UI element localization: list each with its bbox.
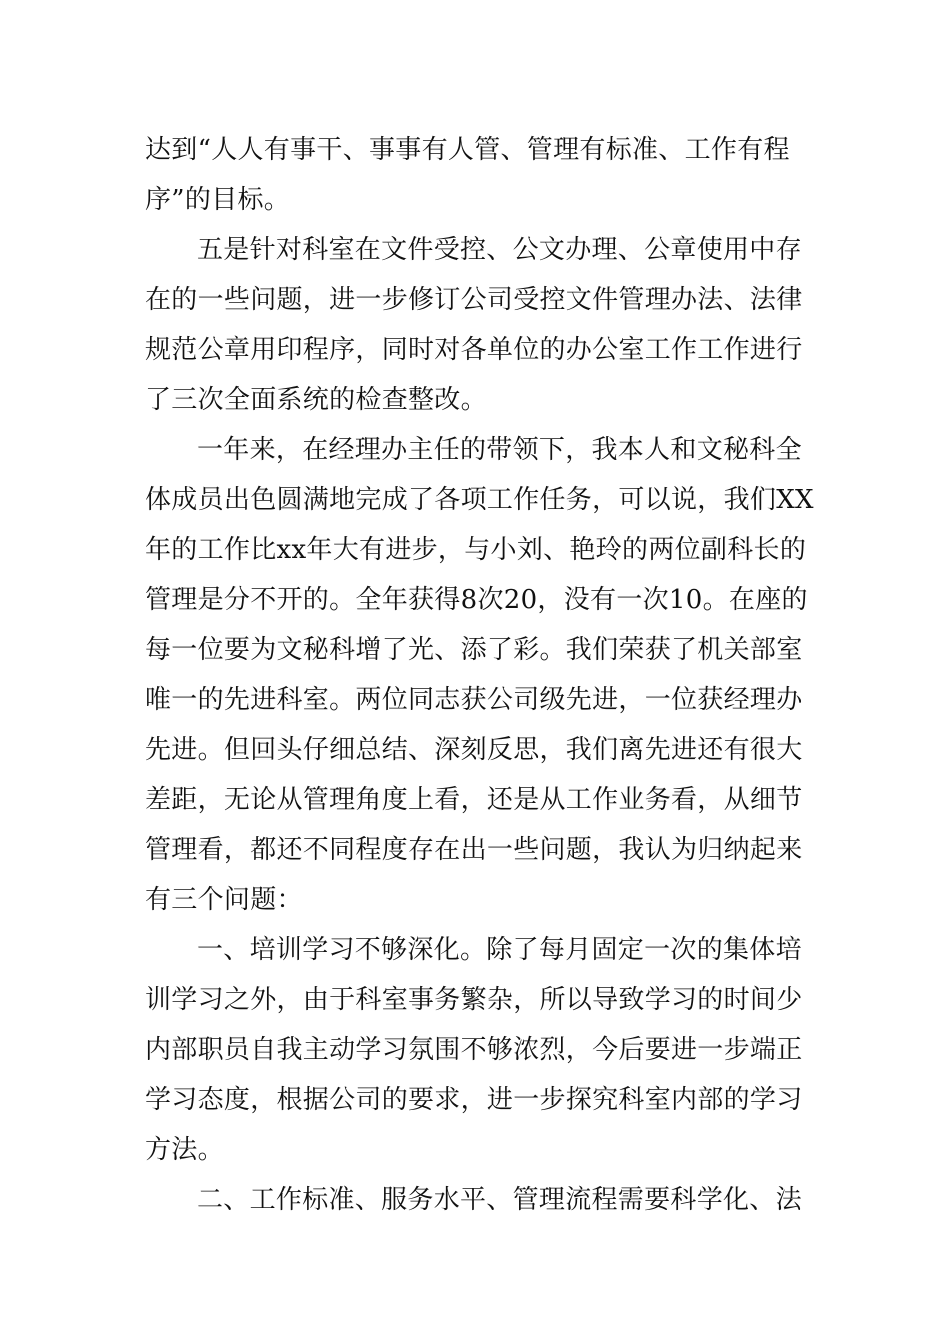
text-line: 管理看，都还不同程度存在出一些问题，我认为归纳起来 (145, 835, 803, 865)
text-line: 序”的目标。 (145, 185, 291, 215)
text-line: 学习态度，根据公司的要求，进一步探究科室内部的学习 (145, 1085, 803, 1115)
paragraph-start-line: 五是针对科室在文件受控、公文办理、公章使用中存 (197, 235, 802, 265)
text-line: 唯一的先进科室。两位同志获公司级先进，一位获经理办 (145, 685, 803, 715)
text-line: 差距，无论从管理角度上看，还是从工作业务看，从细节 (145, 785, 803, 815)
paragraph-start-line: 一、培训学习不够深化。除了每月固定一次的集体培 (197, 935, 802, 965)
paragraph-start-line: 一年来，在经理办主任的带领下，我本人和文秘科全 (197, 435, 802, 465)
text-line: 规范公章用印程序，同时对各单位的办公室工作工作进行 (145, 335, 803, 365)
text-line: 有三个问题： (145, 885, 303, 915)
paragraph-start-line: 二、工作标准、服务水平、管理流程需要科学化、法 (197, 1185, 802, 1215)
text-line: 内部职员自我主动学习氛围不够浓烈，今后要进一步端正 (145, 1035, 803, 1065)
text-line: 年的工作比xx年大有进步，与小刘、艳玲的两位副科长的 (145, 535, 807, 565)
text-line: 训学习之外，由于科室事务繁杂，所以导致学习的时间少 (145, 985, 803, 1015)
text-line: 先进。但回头仔细总结、深刻反思，我们离先进还有很大 (145, 735, 803, 765)
text-line: 管理是分不开的。全年获得8次20，没有一次10。在座的 (145, 585, 808, 615)
text-line: 达到“人人有事干、事事有人管、管理有标准、工作有程 (145, 135, 790, 165)
text-line: 每一位要为文秘科增了光、添了彩。我们荣获了机关部室 (145, 635, 803, 665)
text-line: 方法。 (145, 1135, 224, 1165)
text-line: 在的一些问题，进一步修订公司受控文件管理办法、法律 (145, 285, 803, 315)
text-line: 体成员出色圆满地完成了各项工作任务，可以说，我们XX (145, 485, 814, 515)
text-line: 了三次全面系统的检查整改。 (145, 385, 487, 415)
